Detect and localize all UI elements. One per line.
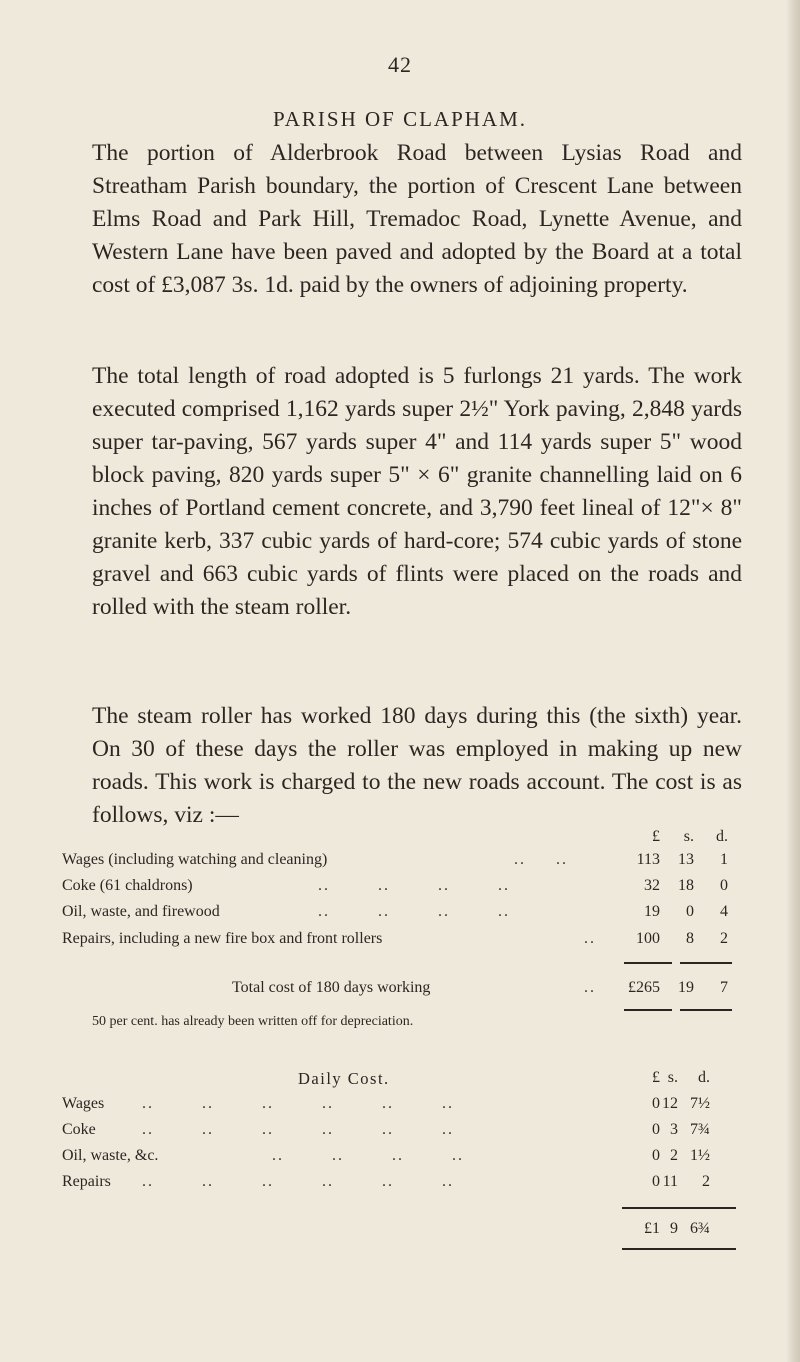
cost-row-label: Wages (including watching and cleaning) (62, 851, 328, 868)
total-rule (680, 962, 732, 964)
daily-row-label: Oil, waste, &c. (62, 1147, 159, 1164)
cost-total-label: Total cost of 180 days working (232, 979, 431, 996)
cost-row-pounds: 32 (644, 877, 660, 894)
daily-row-shillings: 12 (662, 1095, 678, 1112)
daily-cost-title: Daily Cost. (298, 1069, 390, 1088)
daily-row-pounds: 0 (652, 1147, 660, 1164)
cost-row-shillings: 8 (686, 930, 694, 947)
cost-total-shillings: 19 (678, 979, 694, 996)
cost-row-label: Oil, waste, and firewood (62, 903, 220, 920)
cost-row-shillings: 13 (678, 851, 694, 868)
total-rule (624, 1009, 672, 1011)
daily-row-pence: 2 (702, 1173, 710, 1190)
cost-total-pounds: £265 (628, 979, 660, 996)
daily-row-pounds: 0 (652, 1173, 660, 1190)
cost-row-pounds: 100 (636, 930, 660, 947)
header-pounds: £ (652, 1069, 660, 1086)
daily-total-rule (622, 1207, 736, 1209)
cost-total-row: Total cost of 180 days working .. £265 19 7 (62, 977, 762, 999)
daily-row-label: Repairs (62, 1173, 111, 1190)
cost-total-pence: 7 (720, 979, 728, 996)
cost-row-pounds: 19 (644, 903, 660, 920)
page-number: 42 (388, 52, 412, 77)
paragraph-road-adoption: The portion of Alderbrook Road between Lysias Road and Streatham Parish boundary, the portion of Crescent Lane between Elms Road and Park Hill, Tremadoc Road, Lynette Avenue, and Western Lane have been paved and adopted by the Board at a total cost of £3,087 3s. 1d. paid by the owners of adjoining property. (92, 140, 742, 298)
header-pence: d. (698, 1069, 710, 1086)
daily-row-pence: 7¾ (690, 1121, 710, 1138)
cost-row: Oil, waste, and firewood .. .. .. .. 19 0 4 (62, 901, 762, 923)
header-pounds: £ (652, 828, 660, 845)
cost-row-label: Repairs, including a new fire box and front rollers (62, 930, 383, 947)
cost-row-pence: 0 (720, 877, 728, 894)
cost-row-pounds: 113 (636, 851, 660, 868)
header-shillings: s. (683, 828, 694, 845)
daily-row-pence: 7½ (690, 1095, 710, 1112)
cost-row-shillings: 0 (686, 903, 694, 920)
cost-row-pence: 2 (720, 930, 728, 947)
daily-total-row (62, 1218, 762, 1240)
daily-row-shillings: 2 (670, 1147, 678, 1164)
cost-row-pence: 1 (720, 851, 728, 868)
cost-row-shillings: 18 (678, 877, 694, 894)
daily-total-shillings: 9 (670, 1220, 678, 1237)
header-shillings: s. (667, 1069, 678, 1086)
daily-row: Oil, waste, &c. .. .. .. .. 0 2 1½ (62, 1145, 762, 1167)
daily-row-label: Wages (62, 1095, 105, 1112)
cost-row-pence: 4 (720, 903, 728, 920)
depreciation-note: 50 per cent. has already been written off for depreciation. (92, 1014, 414, 1029)
daily-total-pence: 6¾ (690, 1220, 710, 1237)
cost-row: Repairs, including a new fire box and front rollers .. 100 8 2 (62, 928, 762, 950)
daily-row-pounds: 0 (652, 1095, 660, 1112)
daily-cost-header (62, 1067, 762, 1089)
page-edge-shadow (786, 0, 800, 1362)
daily-row: Wages .. .. .. .. .. .. 0 12 7½ (62, 1093, 762, 1115)
daily-total-pounds: £1 (644, 1220, 660, 1237)
page-heading: PARISH OF CLAPHAM. (272, 107, 528, 131)
daily-row: Repairs .. .. .. .. .. .. 0 11 2 (62, 1171, 762, 1193)
total-rule (680, 1009, 732, 1011)
daily-total-rule (622, 1248, 736, 1250)
paragraph-work-executed: The total length of road adopted is 5 furlongs 21 yards. The work executed comprised 1,162 yards super 2½" York paving, 2,848 yards super tar-paving, 567 yards super 4" and 114 yards super 5" wood block paving, 820 yards super 5" × 6" granite channelling laid on 6 inches of Portland cement concrete, and 3,790 feet lineal of 12"× 8" granite kerb, 337 cubic yards of hard-core; 574 cubic yards of stone gravel and 663 cubic yards of flints were placed on the roads and rolled with the steam roller. (92, 363, 742, 620)
daily-row-pence: 1½ (690, 1147, 710, 1164)
cost-row: Coke (61 chaldrons) .. .. .. .. 32 18 0 (62, 875, 762, 897)
total-rule (624, 962, 672, 964)
daily-row-shillings: 3 (670, 1121, 678, 1138)
header-pence: d. (716, 828, 728, 845)
daily-row-pounds: 0 (652, 1121, 660, 1138)
cost-row: Wages (including watching and cleaning) .. .. 113 13 1 (62, 849, 762, 871)
daily-row: Coke .. .. .. .. .. .. 0 3 7¾ (62, 1119, 762, 1141)
paragraph-steam-roller: The steam roller has worked 180 days during this (the sixth) year. On 30 of these days the roller was employed in making up new roads. This work is charged to the new roads account. The cost is as follows, viz :— (92, 703, 742, 828)
cost-row-label: Coke (61 chaldrons) (62, 877, 193, 894)
daily-row-label: Coke (62, 1121, 96, 1138)
cost-table-header (62, 826, 762, 848)
daily-row-shillings: 11 (662, 1173, 678, 1190)
